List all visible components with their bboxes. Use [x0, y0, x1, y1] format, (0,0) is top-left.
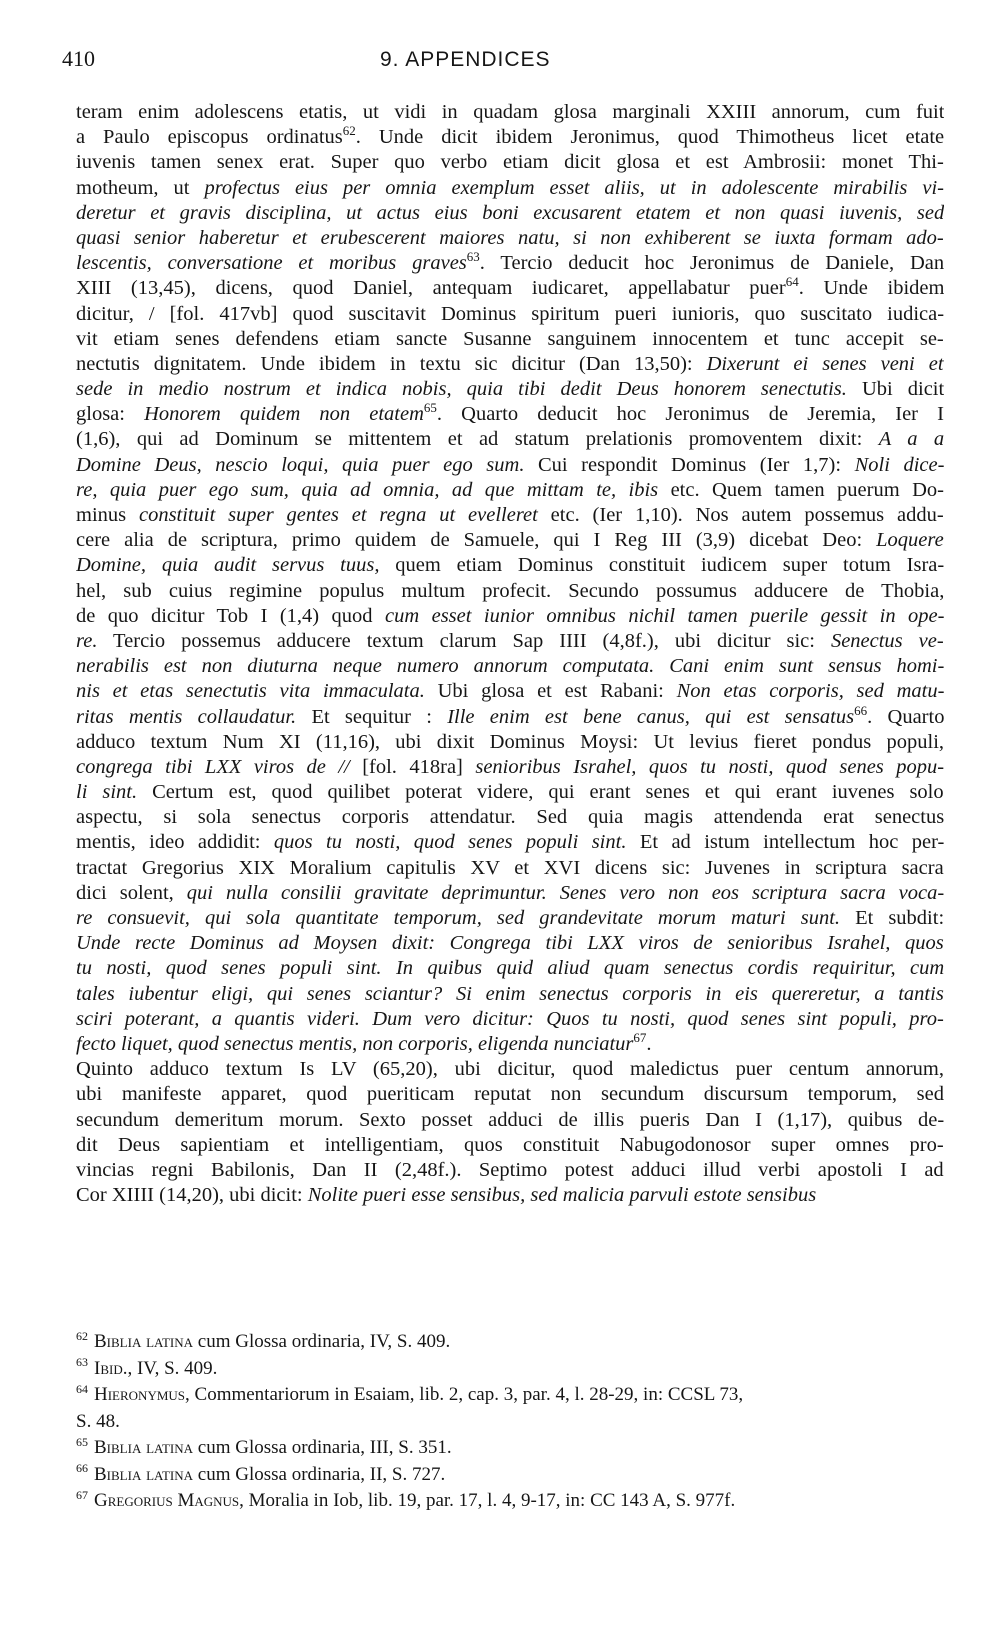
footnote-text: , Commentariorum in Esaiam, lib. 2, cap. 3, par. 4, l. 28-29, in: CCSL 73,	[185, 1384, 744, 1405]
italic-quote: tales iubentur eligi, qui senes sciantur? Si enim senectus corporis in eis quereretur, a tantis	[76, 982, 944, 1005]
text-run: etc. Quem tamen puerum Do-	[658, 478, 944, 501]
text-line	[76, 755, 944, 780]
text-line	[76, 1183, 944, 1208]
italic-quote: Senectus ve-	[830, 629, 944, 652]
page-number: 410	[62, 46, 95, 71]
text-line	[76, 579, 944, 604]
footnote	[76, 1488, 944, 1515]
italic-quote: sede in medio nostrum et indica nobis, quia tibi dedit Deus honorem senectutis.	[76, 378, 847, 401]
footnote-ref: 66	[854, 704, 868, 718]
italic-quote: constituit super gentes et regna ut evelleret	[138, 504, 538, 526]
text-line	[76, 629, 944, 654]
text-run: ubi manifeste apparet, quod pueriticam reputat non secundum discursum temporum, sed	[76, 1083, 944, 1106]
text-run: iuvenis tamen senex erat. Super quo verbo etiam dicit glosa et est Ambrosii: monet Thi-	[76, 151, 944, 174]
italic-quote: li sint.	[76, 781, 138, 804]
italic-quote: cum esset iunior omnibus nichil tamen puerile gessit in ope-	[385, 604, 944, 627]
footnote	[76, 1435, 944, 1462]
italic-quote: senioribus Israhel, quos tu nosti, quod senes popu-	[475, 755, 944, 778]
footnote-author: Biblia latina	[94, 1437, 194, 1458]
text-line	[76, 1133, 944, 1158]
footnote-ref: 64	[785, 276, 799, 290]
text-line	[76, 553, 944, 578]
text-run: XIII (13,45), dicens, quod Daniel, antequam iudicaret, appellabatur puer	[76, 277, 786, 300]
footnote-author: Gregorius Magnus	[94, 1490, 240, 1511]
text-run: hel, sub cuius regimine populus multum profecit. Secundo possumus adducere de Thobia,	[76, 579, 944, 602]
footnote-author: Biblia latina	[94, 1331, 194, 1352]
text-line	[76, 705, 944, 730]
text-run: minus	[76, 504, 139, 526]
text-line	[76, 276, 944, 301]
italic-quote: quasi senior haberetur et erubescerent maiores natu, si non exhiberent se iuxta formam ado-	[76, 226, 944, 249]
text-line	[76, 679, 944, 704]
italic-quote: Domine Deus, nescio loqui, quia puer ego sum.	[76, 453, 525, 476]
footnotes	[76, 1329, 944, 1515]
text-run: mentis, ideo addidit:	[76, 831, 274, 854]
footnote-number: 64	[76, 1381, 88, 1396]
footnote-text: cum Glossa ordinaria, II, S. 727.	[193, 1463, 446, 1485]
text-line	[76, 528, 944, 553]
footnote-author: Hieronymus	[94, 1384, 186, 1405]
text-run: Et subdit:	[840, 907, 944, 929]
footnote-author: Biblia latina	[94, 1463, 194, 1485]
text-run: . Quarto deducit hoc Jeronimus de Jeremia, Ier I	[436, 403, 944, 426]
italic-quote: Dixerunt ei senes veni et	[706, 352, 944, 375]
text-run: Quinto adduco textum Is LV (65,20), ubi dicitur, quod maledictus puer centum annorum,	[76, 1058, 944, 1081]
text-line	[76, 150, 944, 175]
body-text	[76, 100, 944, 1208]
footnote-number: 66	[76, 1461, 88, 1476]
footnote-text: , IV, S. 409.	[127, 1357, 218, 1379]
text-line	[76, 100, 944, 125]
italic-quote: lescentis, conversatione et moribus graves	[76, 252, 467, 275]
italic-quote: sciri poterant, a quantis videri. Dum vero dicitur: Quos tu nosti, quod senes sint populi, pro-	[76, 1007, 944, 1030]
italic-quote: tu nosti, quod senes populi sint. In quibus quid aliud quam senectus cordis requiritur, cum	[76, 957, 944, 980]
text-line	[76, 780, 944, 805]
text-line	[76, 730, 944, 755]
text-line	[76, 654, 944, 679]
italic-quote: fecto liquet, quod senectus mentis, non corporis, eligenda nunciatur	[76, 1032, 634, 1055]
italic-quote: Honorem quidem non etatem	[144, 403, 424, 426]
footnote-text: S. 48.	[76, 1410, 120, 1432]
text-run: cere alia de scriptura, primo quidem de Samuele, qui I Reg III (3,9) dicebat Deo:	[76, 529, 877, 552]
text-run: teram enim adolescens etatis, ut vidi in quadam glosa marginali XXIII annorum, cum fuit	[76, 101, 944, 123]
text-run: Cor XIIII (14,20), ubi dicit:	[76, 1184, 308, 1207]
text-run: motheum, ut	[76, 176, 205, 199]
text-run: vit etiam senes defendens etiam sancte Susanne sanguinem innocentem et tunc accepit se-	[76, 327, 944, 350]
italic-quote: re.	[76, 629, 98, 652]
italic-quote: Unde recte Dominus ad Moysen dixit: Congrega tibi LXX viros de senioribus Israhel, quos	[76, 932, 944, 955]
text-line	[76, 1108, 944, 1133]
text-run: (1,6), qui ad Dominum se mittentem et ad statum prelationis promoventem dixit:	[76, 428, 879, 451]
italic-quote: Domine, quia audit servus tuus,	[76, 554, 380, 577]
text-run: Cui respondit Dominus (Ier 1,7):	[524, 453, 855, 476]
footnote-number: 63	[76, 1355, 88, 1370]
text-run: adduco textum Num XI (11,16), ubi dixit Dominus Moysi: Ut levius fieret pondus populi,	[76, 730, 944, 753]
italic-quote: Noli dice-	[854, 453, 944, 476]
text-run: Certum est, quod quilibet poterat videre, qui erant senes et qui erant iuvenes solo	[137, 781, 944, 804]
footnote	[76, 1356, 944, 1383]
text-run: dici solent,	[76, 881, 187, 904]
text-run: aspectu, si sola senectus corporis attendatur. Sed quia magis attendenda erat senectus	[76, 806, 944, 829]
text-run: a Paulo episcopus ordinatus	[76, 126, 343, 149]
italic-quote: qui nulla consilii gravitate deprimuntur. Senes vero non eos scriptura sacra voca-	[186, 881, 944, 904]
italic-quote: quos tu nosti, quod senes populi sint.	[273, 831, 627, 854]
italic-quote: nerabilis est non diuturna neque numero annorum computata. Cani enim sunt sensus homi-	[76, 655, 944, 678]
footnote-number: 62	[76, 1328, 88, 1343]
text-line	[76, 302, 944, 327]
text-run: Et sequitur :	[296, 705, 448, 728]
text-run: glosa:	[76, 403, 145, 426]
text-line	[76, 176, 944, 201]
text-line	[76, 931, 944, 956]
footnote	[76, 1329, 944, 1356]
text-line	[76, 830, 944, 855]
italic-quote: Ille enim est bene canus, qui est sensatus	[447, 705, 855, 728]
italic-quote: deretur et gravis disciplina, ut actus eius boni excusarent etatem et non quasi iuvenis, sed	[76, 201, 944, 224]
text-run: Ubi glosa et est Rabani:	[424, 680, 677, 703]
text-run: vincias regni Babilonis, Dan II (2,48f.). Septimo potest adduci illud verbi apostoli I ad	[76, 1158, 944, 1181]
text-line	[76, 604, 944, 629]
text-line	[76, 1158, 944, 1183]
text-line	[76, 805, 944, 830]
running-head: 9. APPENDICES	[380, 48, 551, 71]
text-line	[76, 956, 944, 981]
text-line	[76, 427, 944, 452]
italic-quote: Nolite pueri esse sensibus, sed malicia parvuli estote sensibus	[307, 1184, 817, 1207]
italic-quote: nis et etas senectutis vita immaculata.	[76, 680, 425, 703]
text-run: secundum demeritum morum. Sexto posset adduci de illis pueris Dan I (1,17), quibus de-	[76, 1108, 944, 1131]
text-line	[76, 377, 944, 402]
text-line	[76, 1082, 944, 1107]
text-run: . Unde dicit ibidem Jeronimus, quod Thimotheus licet etate	[355, 126, 944, 149]
italic-quote: congrega tibi LXX viros de //	[76, 755, 363, 778]
footnote-number: 65	[76, 1434, 88, 1449]
italic-quote: A a a	[878, 428, 944, 451]
footnote-ref: 65	[423, 402, 437, 416]
text-run: dicitur, / [fol. 417vb] quod suscitavit Dominus spiritum pueri iunioris, quo suscitato iudica-	[76, 302, 944, 325]
text-run: quem etiam Dominus constituit iudicem super totum Isra-	[379, 554, 944, 577]
text-run: dit Deus sapientiam et intelligentiam, quos constituit Nabugodonosor super omnes pro-	[76, 1133, 944, 1156]
text-run: nectutis dignitatem. Unde ibidem in textu sic dicitur (Dan 13,50):	[76, 352, 707, 375]
text-line	[76, 856, 944, 881]
italic-quote: Loquere	[876, 529, 944, 552]
text-run: Et ad istum intellectum hoc per-	[626, 831, 944, 854]
text-line	[76, 352, 944, 377]
text-line	[76, 226, 944, 251]
text-line	[76, 503, 944, 528]
text-line	[76, 881, 944, 906]
text-line	[76, 327, 944, 352]
italic-quote: re consuevit, qui sola quantitate temporum, sed grandevitate morum maturi sunt.	[76, 907, 841, 929]
text-line	[76, 906, 944, 931]
text-line	[76, 402, 944, 427]
footnote	[76, 1382, 944, 1409]
text-run: . Quarto	[867, 705, 944, 728]
italic-quote: ritas mentis collaudatur.	[76, 705, 297, 728]
text-line	[76, 1057, 944, 1082]
footnote-ref: 62	[342, 125, 356, 139]
italic-quote: Non etas corporis, sed matu-	[676, 680, 944, 703]
text-line	[76, 201, 944, 226]
text-line	[76, 453, 944, 478]
text-run: [fol. 418ra]	[362, 755, 476, 778]
footnote-number: 67	[76, 1487, 88, 1502]
footnote-text: cum Glossa ordinaria, IV, S. 409.	[193, 1331, 451, 1352]
text-line	[76, 1007, 944, 1032]
text-line	[76, 478, 944, 503]
footnote-ref: 67	[633, 1031, 647, 1046]
footnote-ref: 63	[466, 251, 480, 265]
text-line	[76, 1032, 944, 1057]
footnote-author: Ibid.	[94, 1357, 128, 1379]
footnote-text: , Moralia in Iob, lib. 19, par. 17, l. 4, 9-17, in: CC 143 A, S. 977f.	[239, 1490, 736, 1511]
footnote-text: cum Glossa ordinaria, III, S. 351.	[193, 1437, 452, 1458]
text-run: .	[646, 1032, 652, 1055]
text-run: . Tercio deducit hoc Jeronimus de Daniele, Dan	[479, 252, 944, 275]
text-run: Ubi dicit	[846, 378, 944, 401]
italic-quote: profectus eius per omnia exemplum esset aliis, ut in adolescente mirabilis vi-	[204, 176, 944, 199]
text-line	[76, 982, 944, 1007]
text-line	[76, 125, 944, 150]
text-run: de quo dicitur Tob I (1,4) quod	[76, 604, 385, 627]
footnote	[76, 1462, 944, 1489]
text-run: Tercio possemus adducere textum clarum Sap IIII (4,8f.), ubi dicitur sic:	[97, 629, 831, 652]
text-run: etc. (Ier 1,10). Nos autem possemus addu-	[537, 504, 944, 526]
italic-quote: re, quia puer ego sum, quia ad omnia, ad que mittam te, ibis	[76, 478, 659, 501]
text-run: tractat Gregorius XIX Moralium capitulis XV et XVI dicens sic: Juvenes in scriptura sacra	[76, 856, 944, 879]
footnote	[76, 1409, 944, 1436]
text-run: . Unde ibidem	[798, 277, 944, 300]
text-line	[76, 251, 944, 276]
